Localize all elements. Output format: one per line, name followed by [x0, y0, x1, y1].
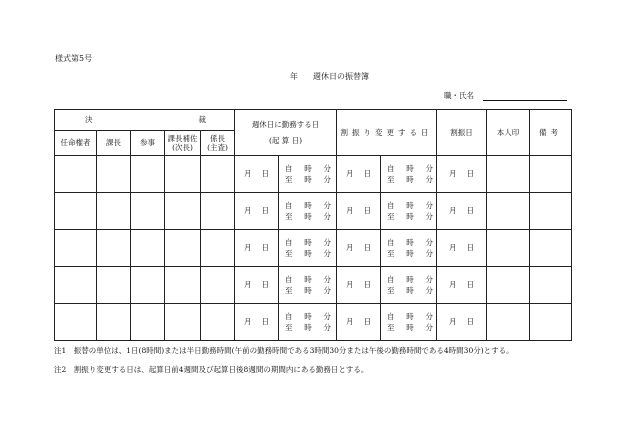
to-label: 至 [387, 175, 395, 184]
remarks-cell[interactable] [530, 193, 572, 230]
from-label: 自 [387, 274, 395, 284]
note-2: 注2 割振り変更する日は、起算日前4週間及び起算日後8週間の期間内にある勤務日とする。 [54, 365, 369, 374]
minute-label: 分 [425, 323, 434, 332]
affiliation-label: 職・氏名 [444, 91, 474, 100]
substitute-date-cell[interactable] [437, 304, 487, 341]
month-label: 月 [346, 243, 354, 253]
day-label: 日 [261, 206, 270, 216]
month-label: 月 [449, 206, 457, 216]
to-label: 至 [285, 323, 293, 332]
minute-label: 分 [425, 311, 434, 321]
day-label: 日 [363, 280, 372, 290]
day-label: 日 [466, 206, 475, 216]
from-label: 自 [387, 200, 395, 210]
table-row [55, 267, 572, 304]
holiday-work-label: 週休日に勤務する日 [251, 120, 320, 130]
month-label: 月 [244, 317, 252, 327]
from-label: 自 [285, 311, 293, 321]
section-chief-stamp-cell[interactable] [97, 156, 131, 193]
hour-label: 時 [304, 323, 312, 332]
approver-stamp-cell[interactable] [55, 193, 97, 230]
from-label: 自 [285, 274, 293, 284]
minute-label: 分 [425, 212, 434, 221]
counselor-stamp-cell[interactable] [131, 193, 165, 230]
reassign-date-cell[interactable] [337, 230, 381, 267]
hour-label: 時 [304, 237, 312, 247]
staff-chief-header: 係長 (主査) [201, 131, 235, 156]
month-label: 月 [346, 317, 354, 327]
remarks-cell[interactable] [530, 230, 572, 267]
seal-cell[interactable] [487, 156, 530, 193]
hour-label: 時 [304, 249, 312, 258]
day-label: 日 [261, 169, 270, 179]
day-label: 日 [261, 280, 270, 290]
deputy-stamp-cell[interactable] [165, 193, 201, 230]
month-label: 月 [449, 317, 457, 327]
holiday-work-date-cell[interactable] [235, 267, 279, 304]
decision-left-char: 決 [85, 115, 93, 125]
to-label: 至 [387, 249, 395, 258]
holiday-work-time-cell[interactable] [279, 193, 337, 230]
section-chief-stamp-cell[interactable] [97, 230, 131, 267]
staff-chief-stamp-cell[interactable] [201, 267, 235, 304]
hour-label: 時 [304, 200, 312, 210]
day-label: 日 [466, 243, 475, 253]
day-label: 日 [466, 317, 475, 327]
month-label: 月 [244, 280, 252, 290]
minute-label: 分 [425, 175, 434, 184]
reassign-time-cell[interactable] [381, 267, 437, 304]
seal-cell[interactable] [487, 193, 530, 230]
from-label: 自 [387, 163, 395, 173]
reassign-date-cell[interactable] [337, 156, 381, 193]
day-label: 日 [466, 280, 475, 290]
hour-label: 時 [304, 286, 312, 295]
to-label: 至 [285, 249, 293, 258]
holiday-work-origin: (起 算 日) [268, 135, 303, 145]
seal-cell[interactable] [487, 304, 530, 341]
to-label: 至 [285, 286, 293, 295]
approver-stamp-cell[interactable] [55, 304, 97, 341]
to-label: 至 [285, 212, 293, 221]
day-label: 日 [261, 243, 270, 253]
to-label: 至 [387, 212, 395, 221]
deputy-header: 課長補佐 (次長) [165, 131, 201, 156]
reassign-date-cell[interactable] [337, 304, 381, 341]
staff-chief-stamp-cell[interactable] [201, 156, 235, 193]
counselor-stamp-cell[interactable] [131, 267, 165, 304]
minute-label: 分 [323, 163, 332, 173]
day-label: 日 [466, 169, 475, 179]
substitute-header: 割振日 [437, 110, 487, 156]
remarks-header: 備考 [530, 110, 572, 156]
section-chief-stamp-cell[interactable] [97, 304, 131, 341]
month-label: 月 [449, 169, 457, 179]
substitute-date-cell[interactable] [437, 230, 487, 267]
title-year: 年 [290, 72, 298, 81]
month-label: 月 [244, 169, 252, 179]
reassign-header: 割振り変更する日 [337, 110, 437, 156]
month-label: 月 [244, 206, 252, 216]
approver-stamp-cell[interactable] [55, 156, 97, 193]
deputy-stamp-cell[interactable] [165, 230, 201, 267]
note-1: 注1 振替の単位は、1日(8時間)または半日勤務時間(午前の勤務時間である3時間30分または午後の勤務時間である4時間30分)とする。 [54, 346, 514, 355]
holiday-work-time-cell[interactable] [279, 156, 337, 193]
to-label: 至 [285, 175, 293, 184]
hour-label: 時 [406, 175, 414, 184]
holiday-work-time-cell[interactable] [279, 230, 337, 267]
hour-label: 時 [406, 274, 414, 284]
from-label: 自 [387, 237, 395, 247]
deputy-stamp-cell[interactable] [165, 267, 201, 304]
from-label: 自 [285, 163, 293, 173]
staff-chief-stamp-cell[interactable] [201, 230, 235, 267]
day-label: 日 [363, 169, 372, 179]
hour-label: 時 [304, 163, 312, 173]
minute-label: 分 [323, 323, 332, 332]
hour-label: 時 [304, 175, 312, 184]
counselor-stamp-cell[interactable] [131, 230, 165, 267]
holiday-work-date-cell[interactable] [235, 230, 279, 267]
minute-label: 分 [425, 286, 434, 295]
holiday-transfer-table [54, 109, 572, 341]
page-title [290, 71, 369, 82]
hour-label: 時 [406, 249, 414, 258]
title-name: 週休日の振替簿 [313, 72, 369, 81]
table-row [55, 156, 572, 193]
section-chief-stamp-cell[interactable] [97, 267, 131, 304]
section-chief-header: 課長 [97, 131, 131, 156]
reassign-time-cell[interactable] [381, 304, 437, 341]
counselor-stamp-cell[interactable] [131, 156, 165, 193]
table-row [55, 304, 572, 341]
reassign-date-cell[interactable] [337, 267, 381, 304]
reassign-time-cell[interactable] [381, 193, 437, 230]
minute-label: 分 [323, 175, 332, 184]
minute-label: 分 [323, 286, 332, 295]
hour-label: 時 [406, 311, 414, 321]
holiday-work-time-cell[interactable] [279, 304, 337, 341]
reassign-time-cell[interactable] [381, 156, 437, 193]
hour-label: 時 [406, 323, 414, 332]
month-label: 月 [346, 280, 354, 290]
table-row [55, 193, 572, 230]
minute-label: 分 [323, 212, 332, 221]
minute-label: 分 [425, 163, 434, 173]
minute-label: 分 [425, 200, 434, 210]
holiday-work-time-cell[interactable] [279, 267, 337, 304]
approver-header: 任命権者 [55, 131, 97, 156]
staff-chief-stamp-cell[interactable] [201, 193, 235, 230]
day-label: 日 [363, 243, 372, 253]
hour-label: 時 [304, 212, 312, 221]
minute-label: 分 [323, 274, 332, 284]
hour-label: 時 [406, 200, 414, 210]
section-chief-stamp-cell[interactable] [97, 193, 131, 230]
month-label: 月 [346, 206, 354, 216]
seal-header: 本人印 [487, 110, 530, 156]
remarks-cell[interactable] [530, 304, 572, 341]
form-number: 様式第5号 [55, 54, 93, 63]
table-row [55, 230, 572, 267]
hour-label: 時 [304, 274, 312, 284]
month-label: 月 [346, 169, 354, 179]
day-label: 日 [363, 317, 372, 327]
month-label: 月 [449, 243, 457, 253]
substitute-date-cell[interactable] [437, 193, 487, 230]
hour-label: 時 [406, 286, 414, 295]
remarks-cell[interactable] [530, 156, 572, 193]
minute-label: 分 [323, 237, 332, 247]
month-label: 月 [449, 280, 457, 290]
approver-stamp-cell[interactable] [55, 230, 97, 267]
hour-label: 時 [406, 237, 414, 247]
from-label: 自 [285, 237, 293, 247]
minute-label: 分 [425, 274, 434, 284]
to-label: 至 [387, 323, 395, 332]
approver-stamp-cell[interactable] [55, 267, 97, 304]
from-label: 自 [285, 200, 293, 210]
hour-label: 時 [406, 163, 414, 173]
hour-label: 時 [406, 212, 414, 221]
minute-label: 分 [323, 311, 332, 321]
minute-label: 分 [425, 237, 434, 247]
minute-label: 分 [323, 200, 332, 210]
day-label: 日 [261, 317, 270, 327]
from-label: 自 [387, 311, 395, 321]
deputy-stamp-cell[interactable] [165, 156, 201, 193]
seal-cell[interactable] [487, 230, 530, 267]
month-label: 月 [244, 243, 252, 253]
substitute-date-cell[interactable] [437, 267, 487, 304]
reassign-time-cell[interactable] [381, 230, 437, 267]
counselor-header: 参事 [131, 131, 165, 156]
staff-chief-stamp-cell[interactable] [201, 304, 235, 341]
deputy-stamp-cell[interactable] [165, 304, 201, 341]
hour-label: 時 [304, 311, 312, 321]
holiday-work-header [235, 110, 337, 156]
reassign-date-cell[interactable] [337, 193, 381, 230]
seal-cell[interactable] [487, 267, 530, 304]
decision-right-char: 裁 [198, 115, 207, 125]
affiliation-underline [483, 100, 567, 101]
minute-label: 分 [425, 249, 434, 258]
day-label: 日 [363, 206, 372, 216]
holiday-work-date-cell[interactable] [235, 156, 279, 193]
to-label: 至 [387, 286, 395, 295]
counselor-stamp-cell[interactable] [131, 304, 165, 341]
holiday-work-date-cell[interactable] [235, 304, 279, 341]
substitute-date-cell[interactable] [437, 156, 487, 193]
remarks-cell[interactable] [530, 267, 572, 304]
minute-label: 分 [323, 249, 332, 258]
holiday-work-date-cell[interactable] [235, 193, 279, 230]
decision-header [55, 110, 235, 131]
